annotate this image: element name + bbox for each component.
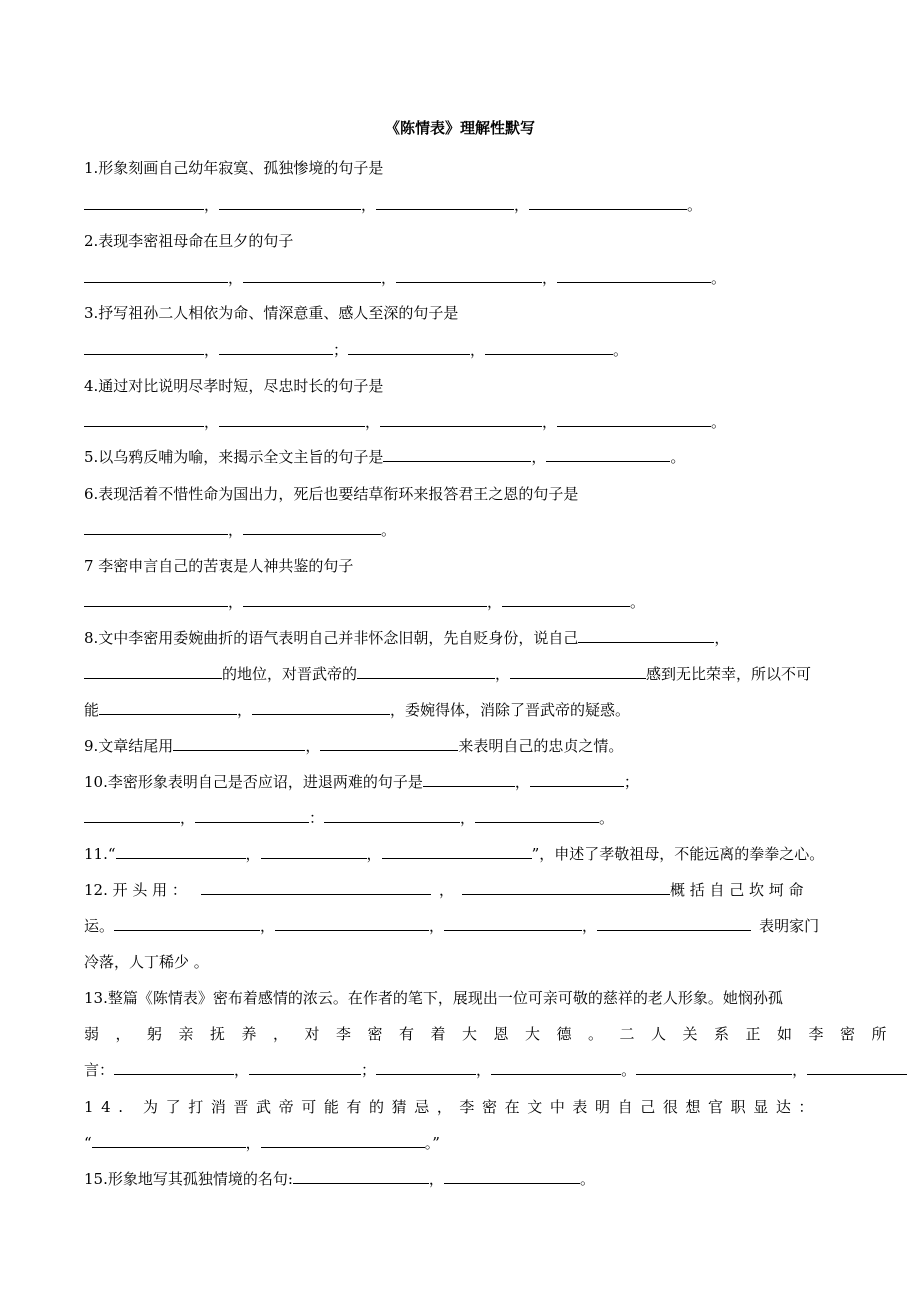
answer-blank[interactable] — [84, 520, 228, 535]
answer-blank[interactable] — [249, 1060, 361, 1075]
question-1-text: 1.形象刻画自己幼年寂寞、孤独惨境的句子是 — [84, 159, 384, 177]
answer-blank[interactable] — [396, 268, 542, 283]
question-10-line-2: ， ： ， 。 — [84, 808, 614, 828]
answer-blank[interactable] — [444, 1169, 580, 1184]
answer-blank[interactable] — [275, 916, 429, 931]
answer-blank[interactable] — [84, 195, 204, 210]
question-8-line-3: 能 ， ，委婉得体，消除了晋武帝的疑惑。 — [84, 701, 631, 719]
question-3-text: 3.抒写祖孙二人相依为命、情深意重、感人至深的句子是 — [84, 304, 459, 322]
answer-blank[interactable] — [382, 844, 532, 859]
answer-blank[interactable] — [557, 412, 711, 427]
question-8-line-1: 8.文中李密用委婉曲折的语气表明自己并非怀念旧朝，先自贬身份，说自己 ， — [84, 629, 730, 647]
answer-blank[interactable] — [376, 195, 514, 210]
question-3-blanks: ， ； ， 。 — [84, 340, 628, 360]
question-4-text: 4.通过对比说明尽孝时短，尽忠时长的句子是 — [84, 377, 384, 395]
answer-blank[interactable] — [380, 412, 542, 427]
answer-blank[interactable] — [261, 1133, 425, 1148]
question-6-text: 6.表现活着不惜性命为国出力，死后也要结草衔环来报答君王之恩的句子是 — [84, 485, 579, 503]
question-6-blanks: ， 。 — [84, 520, 396, 540]
question-13-line-3: 言： ， ； ， 。 ， — [84, 1060, 920, 1080]
question-2-text: 2.表现李密祖母命在旦夕的句子 — [84, 232, 294, 250]
question-10-line-1: 10.李密形象表明自己是否应诏，进退两难的句子是 ， ； — [84, 773, 639, 791]
answer-blank[interactable] — [530, 772, 624, 787]
question-1-blanks: ， ， ， 。 — [84, 195, 702, 215]
answer-blank[interactable] — [84, 808, 180, 823]
answer-blank[interactable] — [84, 664, 222, 679]
question-14-line-1: 14. 为了打消晋武帝可能有的猜忌，李密在文中表明自己很想官职显达： — [84, 1098, 822, 1116]
answer-blank[interactable] — [261, 844, 367, 859]
answer-blank[interactable] — [320, 736, 458, 751]
question-7-blanks: ， ， 。 — [84, 592, 645, 612]
answer-blank[interactable] — [293, 1169, 429, 1184]
answer-blank[interactable] — [173, 736, 305, 751]
answer-blank[interactable] — [807, 1060, 907, 1075]
question-15: 15.形象地写其孤独情境的名句: ， 。 — [84, 1170, 595, 1188]
answer-blank[interactable] — [502, 592, 630, 607]
question-4-blanks: ， ， ， 。 — [84, 412, 726, 432]
answer-blank[interactable] — [116, 844, 246, 859]
answer-blank[interactable] — [491, 1060, 621, 1075]
page-title: 《陈情表》理解性默写 — [384, 119, 535, 137]
question-11: 11.“ ， ， ”，申述了孝敬祖母，不能远离的拳拳之心。 — [84, 845, 825, 863]
answer-blank[interactable] — [348, 340, 470, 355]
question-2-blanks: ， ， ， 。 — [84, 268, 726, 288]
answer-blank[interactable] — [219, 340, 333, 355]
question-9: 9.文章结尾用 ， 来表明自己的忠贞之情。 — [84, 737, 624, 755]
answer-blank[interactable] — [84, 340, 204, 355]
answer-blank[interactable] — [444, 916, 582, 931]
answer-blank[interactable] — [92, 1133, 246, 1148]
answer-blank[interactable] — [597, 916, 751, 931]
answer-blank[interactable] — [84, 412, 204, 427]
answer-blank[interactable] — [557, 268, 711, 283]
answer-blank[interactable] — [114, 1060, 234, 1075]
answer-blank[interactable] — [357, 664, 495, 679]
question-12-line-1: 12. 开 头 用 ： ， 概 括 自 己 坎 坷 命 — [84, 881, 804, 899]
question-8-line-2: 的地位，对晋武帝的 ， 感到无比荣幸，所以不可 — [84, 664, 811, 684]
answer-blank[interactable] — [99, 700, 237, 715]
answer-blank[interactable] — [510, 664, 646, 679]
answer-blank[interactable] — [578, 628, 714, 643]
answer-blank[interactable] — [219, 195, 361, 210]
answer-blank[interactable] — [324, 808, 460, 823]
answer-blank[interactable] — [243, 268, 381, 283]
question-13-line-2: 弱，躬亲抚养，对李密有着大恩大德。二人关系正如李密所 — [84, 1025, 904, 1043]
question-13-line-1: 13.整篇《陈情表》密布着感情的浓云。在作者的笔下，展现出一位可亲可敬的慈祥的老人形象。她悯孙孤 — [84, 989, 783, 1007]
question-7-text: 7 李密申言自己的苦衷是人神共鉴的句子 — [84, 557, 354, 575]
answer-blank[interactable] — [462, 880, 670, 895]
answer-blank[interactable] — [195, 808, 309, 823]
answer-blank[interactable] — [529, 195, 687, 210]
answer-blank[interactable] — [475, 808, 599, 823]
answer-blank[interactable] — [243, 592, 487, 607]
question-5: 5.以乌鸦反哺为喻，来揭示全文主旨的句子是 ， 。 — [84, 448, 686, 466]
question-14-line-2: “ ， 。” — [84, 1134, 440, 1152]
answer-blank[interactable] — [423, 772, 515, 787]
answer-blank[interactable] — [546, 447, 670, 462]
answer-blank[interactable] — [252, 700, 390, 715]
answer-blank[interactable] — [243, 520, 381, 535]
answer-blank[interactable] — [376, 1060, 476, 1075]
answer-blank[interactable] — [84, 592, 228, 607]
answer-blank[interactable] — [114, 916, 260, 931]
answer-blank[interactable] — [636, 1060, 792, 1075]
question-12-line-2: 运。 ， ， ， 表明家门 — [84, 917, 820, 935]
answer-blank[interactable] — [84, 268, 228, 283]
answer-blank[interactable] — [485, 340, 613, 355]
answer-blank[interactable] — [383, 447, 531, 462]
answer-blank[interactable] — [219, 412, 365, 427]
question-12-line-3: 冷落，人丁稀少 。 — [84, 953, 209, 971]
answer-blank[interactable] — [201, 880, 431, 895]
